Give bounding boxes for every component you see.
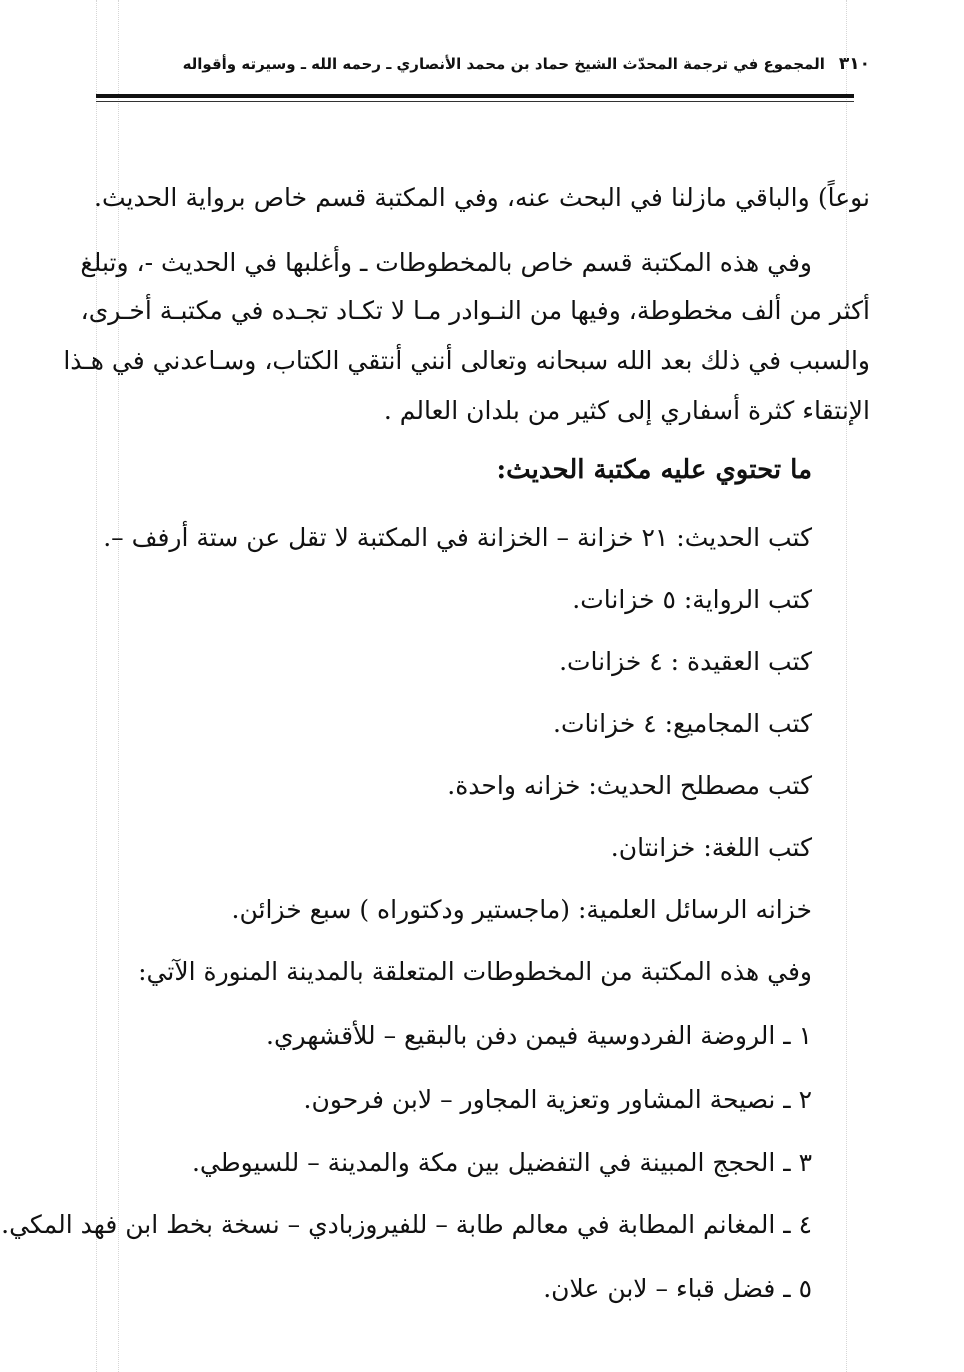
list-item: كتب المجاميع: ٤ خزانات.	[553, 709, 812, 738]
list-item: كتب العقيدة : ٤ خزانات.	[559, 647, 812, 676]
list-item: ٢ ـ نصيحة المشاور وتعزية المجاور – لابن فرحون.	[303, 1085, 812, 1114]
list-item: كتب مصطلح الحديث: خزانه واحدة.	[447, 771, 812, 800]
header-rule-thick	[96, 94, 854, 98]
running-header	[182, 44, 870, 84]
list-item: ٤ ـ المغانم المطابة في معالم طابة – للفيروزبادي – نسخة بخط ابن فهد المكي.	[1, 1210, 812, 1239]
list-item: ٣ ـ الحجج المبينة في التفضيل بين مكة والمدينة – للسيوطي.	[191, 1148, 812, 1177]
list-item: خزانه الرسائل العلمية: (ماجستير ودكتوراه ) سبع خزائن.	[231, 895, 812, 924]
list-item: ٥ ـ فضل قباء – لابن علان.	[543, 1274, 812, 1303]
list-item: كتب الرواية: ٥ خزانات.	[572, 585, 812, 614]
running-title: المجموع في ترجمة المحدّث الشيخ حماد بن محمد الأنصاري ـ رحمه الله ـ وسيرته وأقواله	[182, 55, 825, 73]
section-heading: ما تحتوي عليه مكتبة الحديث:	[496, 455, 812, 485]
paragraph-line: نوعاً) والباقي مازلنا في البحث عنه، وفي المكتبة قسم خاص برواية الحديث.	[94, 183, 870, 212]
list-item: كتب الحديث: ٢١ خزانة – الخزانة في المكتبة لا تقل عن ستة أرفف –.	[103, 523, 812, 552]
list-item: ١ ـ الروضة الفردوسية فيمن دفن بالبقيع – للأقشهري.	[266, 1021, 812, 1050]
list-item: كتب اللغة: خزانتان.	[610, 833, 812, 862]
paragraph-line: الإنتقاء كثرة أسفاري إلى كثير من بلدان العالم .	[383, 396, 870, 425]
paragraph-line: والسبب في ذلك بعد الله سبحانه وتعالى أنني أنتقي الكتاب، وسـاعدني في هـذا	[63, 346, 870, 375]
paragraph-line: أكثر من ألف مخطوطة، وفيها من النـوادر مـا لا تكـاد تجـده في مكتبـة أخـرى،	[80, 296, 870, 325]
page-number: ٣١٠	[838, 54, 870, 74]
paragraph-line: وفي هذه المكتبة من المخطوطات المتعلقة بالمدينة المنورة الآتي:	[138, 957, 812, 986]
header-rule-thin	[96, 101, 854, 102]
paragraph-line: وفي هذه المكتبة قسم خاص بالمخطوطات ـ وأغلبها في الحديث -، وتبلغ	[80, 248, 812, 277]
